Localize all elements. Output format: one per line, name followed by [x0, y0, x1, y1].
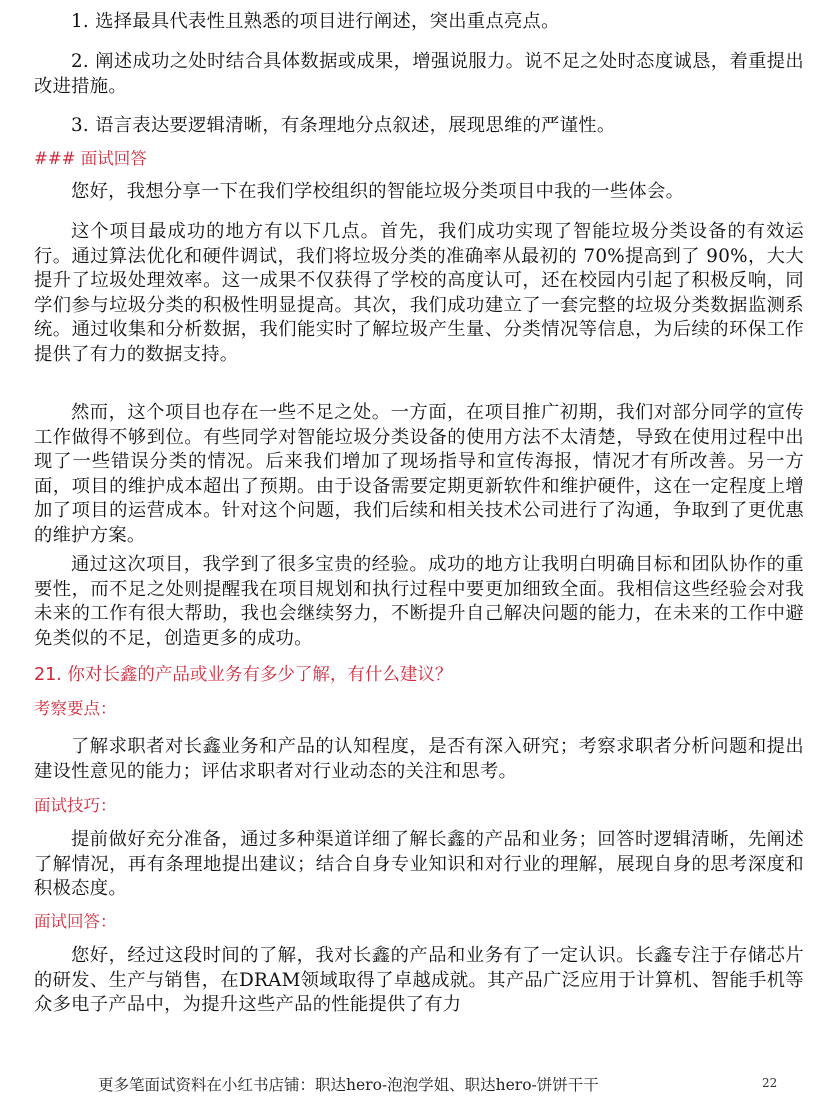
- answer-paragraph-1: 您好，我想分享一下在我们学校组织的智能垃圾分类项目中我的一些体会。: [71, 181, 685, 202]
- answer-heading-21: 面试回答：: [34, 912, 117, 931]
- page-number: 22: [762, 1076, 778, 1090]
- tip-1: 1. 选择最具代表性且熟悉的项目进行阐述，突出重点亮点。: [71, 11, 560, 32]
- answer-text-21: 您好，经过这段时间的了解，我对长鑫的产品和业务有了一定认识。长鑫专注于存储芯片的研发、生产与销售，在DRAM领域取得了卓越成就。其产品广泛应用于计算机、智能手机等众多电子产品中，为提升这些产品的性能提供了有力: [34, 945, 804, 1015]
- answer-paragraph-2: 这个项目最成功的地方有以下几点。首先，我们成功实现了智能垃圾分类设备的有效运行。通过算法优化和硬件调试，我们将垃圾分类的准确率从最初的 70%提高到了 90%，大大提升了垃圾处理效率。这一成果不仅获得了学校的高度认可，还在校园内引起了积极反响，同学们参与垃圾分类的积极性明显提高。其次，我们成功建立了一套完整的垃圾分类数据监测系统。通过收集和分析数据，我们能实时了解垃圾产生量、分类情况等信息，为后续的环保工作提供了有力的数据支持。: [34, 221, 804, 365]
- points-text: 了解求职者对长鑫业务和产品的认知程度，是否有深入研究；考察求职者分析问题和提出建设性意见的能力；评估求职者对行业动态的关注和思考。: [34, 736, 804, 782]
- answer-paragraph-4: 通过这次项目，我学到了很多宝贵的经验。成功的地方让我明白明确目标和团队协作的重要性，而不足之处则提醒我在项目规划和执行过程中要更加细致全面。我相信这些经验会对我未来的工作有很大帮助，我也会继续努力，不断提升自己解决问题的能力，在未来的工作中避免类似的不足，创造更多的成功。: [34, 554, 804, 649]
- question-21: 21. 你对长鑫的产品或业务有多少了解，有什么建议？: [34, 665, 453, 685]
- tips-text: 提前做好充分准备，通过多种渠道详细了解长鑫的产品和业务；回答时逻辑清晰，先阐述了解情况，再有条理地提出建议；结合自身专业知识和对行业的理解，展现自身的思考深度和积极态度。: [34, 829, 804, 899]
- points-heading: 考察要点：: [34, 699, 117, 718]
- tip-2: 2. 阐述成功之处时结合具体数据或成果，增强说服力。说不足之处时态度诚恳，着重提出改进措施。: [34, 51, 804, 97]
- footer-text: 更多笔面试资料在小红书店铺：职达hero-泡泡学姐、职达hero-饼饼干干: [98, 1076, 599, 1094]
- tips-heading: 面试技巧：: [34, 796, 117, 815]
- answer-paragraph-3: 然而，这个项目也存在一些不足之处。一方面，在项目推广初期，我们对部分同学的宣传工作做得不够到位。有些同学对智能垃圾分类设备的使用方法不太清楚，导致在使用过程中出现了一些错误分类的情况。后来我们增加了现场指导和宣传海报，情况才有所改善。另一方面，项目的维护成本超出了预期。由于设备需要定期更新软件和维护硬件，这在一定程度上增加了项目的运营成本。针对这个问题，我们后续和相关技术公司进行了沟通，争取到了更优惠的维护方案。: [34, 402, 804, 546]
- answer-heading: ### 面试回答: [34, 149, 147, 168]
- tip-3: 3. 语言表达要逻辑清晰，有条理地分点叙述，展现思维的严谨性。: [71, 115, 616, 136]
